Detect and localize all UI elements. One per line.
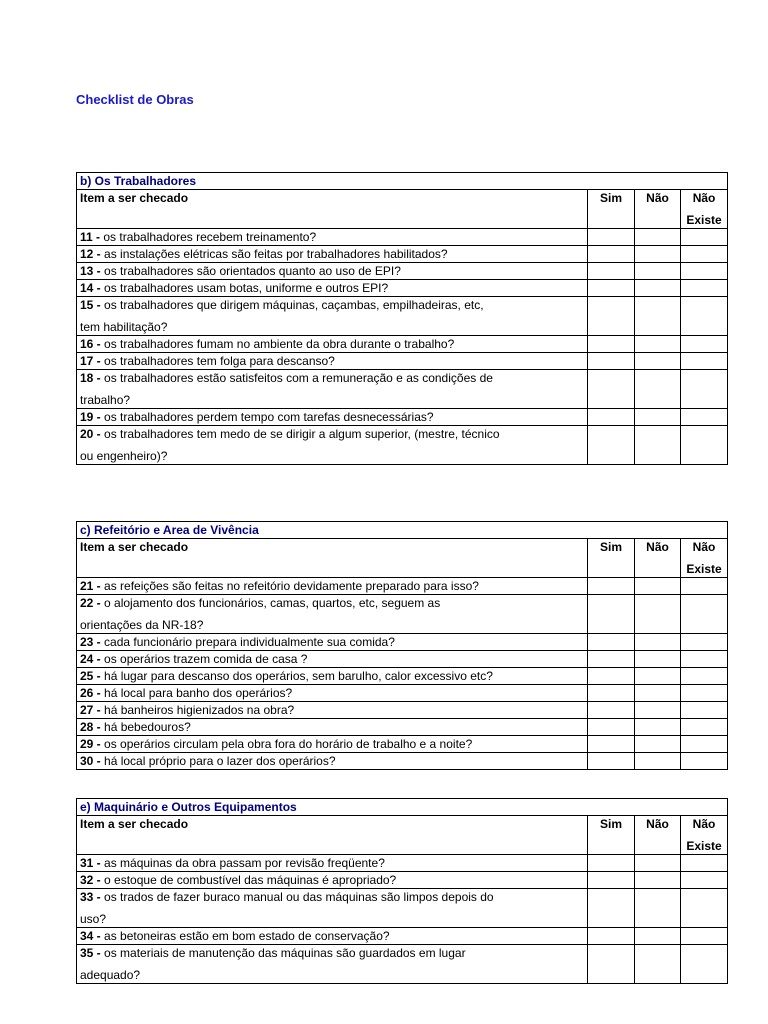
item-text [80,247,584,261]
checkbox-nao[interactable] [635,651,681,668]
item-question: os trabalhadores são orientados quanto ao uso de EPI? [104,264,401,278]
checkbox-nao[interactable] [635,595,681,634]
checkbox-nao[interactable] [635,336,681,353]
item-number: 27 - [80,703,101,717]
checkbox-sim[interactable] [588,409,635,426]
checkbox-sim[interactable] [588,595,635,634]
checkbox-nao[interactable] [635,634,681,651]
item-number: 22 - [80,596,101,610]
checkbox-nao-existe[interactable] [681,370,728,409]
checkbox-sim[interactable] [588,634,635,651]
item-question-continued: uso? [80,912,107,926]
checkbox-sim[interactable] [588,370,635,409]
item-question: as instalações elétricas são feitas por trabalhadores habilitados? [104,247,448,261]
checkbox-nao-existe[interactable] [681,426,728,465]
item-text [80,856,584,870]
item-cell [77,280,588,297]
item-cell [77,736,588,753]
checklist-table [76,798,728,984]
item-text [80,652,584,666]
item-number: 26 - [80,686,101,700]
item-number: 20 - [80,427,101,441]
checkbox-sim[interactable] [588,753,635,770]
header-item: Item a ser checado [77,816,588,855]
table-row [77,668,728,685]
table-row [77,409,728,426]
header-nao: Não [635,539,681,578]
checkbox-nao-existe[interactable] [681,889,728,928]
checkbox-nao[interactable] [635,719,681,736]
item-cell [77,297,588,336]
header-sim: Sim [588,816,635,855]
table-row [77,370,728,409]
header-item: Item a ser checado [77,539,588,578]
checkbox-nao-existe[interactable] [681,353,728,370]
checkbox-sim[interactable] [588,668,635,685]
document-title: Checklist de Obras [76,92,194,107]
item-cell [77,595,588,634]
checkbox-sim[interactable] [588,719,635,736]
item-text [80,596,584,610]
header-nao-existe-line2: Existe [686,562,722,576]
checkbox-sim[interactable] [588,578,635,595]
table-row [77,753,728,770]
checkbox-nao-existe[interactable] [681,595,728,634]
item-question: as máquinas da obra passam por revisão freqüente? [104,856,385,870]
table-header-row [77,190,728,229]
item-number: 18 - [80,371,101,385]
item-cell [77,872,588,889]
checkbox-nao-existe[interactable] [681,668,728,685]
item-number: 11 - [80,230,101,244]
item-cell [77,753,588,770]
item-cell [77,370,588,409]
item-question: o alojamento dos funcionários, camas, quartos, etc, seguem as [104,596,441,610]
checkbox-sim[interactable] [588,246,635,263]
table-row [77,280,728,297]
item-question: as refeições são feitas no refeitório devidamente preparado para isso? [104,579,479,593]
checkbox-nao[interactable] [635,246,681,263]
header-nao-existe-line1: Não [692,191,716,205]
header-nao-existe [681,816,728,855]
item-question: cada funcionário prepara individualmente sua comida? [104,635,395,649]
table-row [77,945,728,984]
checkbox-nao-existe[interactable] [681,409,728,426]
checkbox-nao[interactable] [635,753,681,770]
item-cell [77,855,588,872]
table-row [77,634,728,651]
item-number: 14 - [80,281,101,295]
item-number: 28 - [80,720,101,734]
section-title: b) Os Trabalhadores [77,173,728,190]
item-text [80,427,584,441]
header-nao: Não [635,816,681,855]
header-nao-existe-line2: Existe [686,839,722,853]
checkbox-nao[interactable] [635,945,681,984]
table-row [77,719,728,736]
item-question: os trabalhadores usam botas, uniforme e outros EPI? [104,281,389,295]
checkbox-sim[interactable] [588,426,635,465]
item-number: 32 - [80,873,101,887]
header-sim: Sim [588,539,635,578]
table-row [77,651,728,668]
item-cell [77,336,588,353]
checkbox-nao-existe[interactable] [681,719,728,736]
header-item: Item a ser checado [77,190,588,229]
checkbox-nao-existe[interactable] [681,945,728,984]
checkbox-nao-existe[interactable] [681,246,728,263]
item-number: 17 - [80,354,101,368]
table-row [77,297,728,336]
item-cell [77,229,588,246]
header-nao-existe [681,190,728,229]
checkbox-nao-existe[interactable] [681,855,728,872]
item-cell [77,246,588,263]
checkbox-sim[interactable] [588,229,635,246]
item-cell [77,426,588,465]
item-question-continued: tem habilitação? [80,320,168,334]
item-text [80,737,584,751]
checkbox-nao[interactable] [635,702,681,719]
table-header-row [77,539,728,578]
item-question: o estoque de combustível das máquinas é apropriado? [104,873,397,887]
item-cell [77,263,588,280]
item-cell [77,578,588,595]
checkbox-nao[interactable] [635,426,681,465]
checkbox-sim[interactable] [588,702,635,719]
table-row [77,263,728,280]
table-row [77,426,728,465]
checkbox-nao[interactable] [635,928,681,945]
checkbox-sim[interactable] [588,353,635,370]
table-row [77,928,728,945]
item-cell [77,651,588,668]
item-question: há bebedouros? [104,720,191,734]
checkbox-nao-existe[interactable] [681,229,728,246]
item-text [80,337,584,351]
table-header-row [77,816,728,855]
item-cell [77,353,588,370]
table-row [77,889,728,928]
item-number: 31 - [80,856,101,870]
checkbox-nao-existe[interactable] [681,685,728,702]
item-number: 16 - [80,337,101,351]
checkbox-sim[interactable] [588,280,635,297]
item-cell [77,889,588,928]
item-text [80,720,584,734]
item-question: os trabalhadores estão satisfeitos com a remuneração e as condições de [104,371,493,385]
checkbox-nao[interactable] [635,889,681,928]
item-question: os trabalhadores tem medo de se dirigir a algum superior, (mestre, técnico [104,427,500,441]
checkbox-nao[interactable] [635,409,681,426]
checkbox-sim[interactable] [588,945,635,984]
checkbox-nao[interactable] [635,370,681,409]
item-text [80,686,584,700]
checkbox-nao-existe[interactable] [681,928,728,945]
item-number: 13 - [80,264,101,278]
item-cell [77,702,588,719]
item-text [80,298,584,312]
checkbox-nao[interactable] [635,872,681,889]
item-text [80,669,584,683]
checkbox-nao[interactable] [635,297,681,336]
checkbox-sim[interactable] [588,263,635,280]
header-nao-existe-line1: Não [692,540,716,554]
checkbox-sim[interactable] [588,736,635,753]
table-row [77,246,728,263]
checkbox-sim[interactable] [588,855,635,872]
checkbox-nao[interactable] [635,668,681,685]
checkbox-nao-existe[interactable] [681,578,728,595]
checkbox-nao[interactable] [635,353,681,370]
item-number: 25 - [80,669,101,683]
item-text [80,929,584,943]
item-cell [77,409,588,426]
table-row [77,595,728,634]
item-question: os trabalhadores que dirigem máquinas, caçambas, empilhadeiras, etc, [104,298,484,312]
item-text [80,410,584,424]
checkbox-sim[interactable] [588,651,635,668]
item-number: 33 - [80,890,101,904]
checkbox-nao[interactable] [635,229,681,246]
item-question: as betoneiras estão em bom estado de conservação? [104,929,390,943]
item-question: há lugar para descanso dos operários, sem barulho, calor excessivo etc? [104,669,493,683]
checklist-table [76,172,728,465]
item-question-continued: ou engenheiro)? [80,449,168,463]
item-number: 23 - [80,635,101,649]
item-text [80,873,584,887]
checkbox-nao[interactable] [635,280,681,297]
section-title: c) Refeitório e Area de Vivência [77,522,728,539]
item-number: 30 - [80,754,101,768]
checkbox-nao[interactable] [635,855,681,872]
checkbox-nao[interactable] [635,736,681,753]
item-question-continued: adequado? [80,968,141,982]
item-cell [77,634,588,651]
table-row [77,229,728,246]
item-cell [77,719,588,736]
item-text [80,371,584,385]
checkbox-nao-existe[interactable] [681,634,728,651]
header-sim: Sim [588,190,635,229]
item-text [80,754,584,768]
item-number: 21 - [80,579,101,593]
item-question: os trabalhadores recebem treinamento? [103,230,317,244]
header-nao-existe-line2: Existe [686,213,722,227]
checkbox-nao[interactable] [635,685,681,702]
checkbox-sim[interactable] [588,872,635,889]
checkbox-nao-existe[interactable] [681,753,728,770]
section-title: e) Maquinário e Outros Equipamentos [77,799,728,816]
item-cell [77,685,588,702]
table-row [77,702,728,719]
item-number: 35 - [80,946,101,960]
checkbox-sim[interactable] [588,685,635,702]
item-text [80,264,584,278]
checkbox-nao[interactable] [635,263,681,280]
item-text [80,230,584,244]
checkbox-nao-existe[interactable] [681,297,728,336]
item-question: os trados de fazer buraco manual ou das máquinas são limpos depois do [104,890,494,904]
checkbox-nao-existe[interactable] [681,702,728,719]
item-question: os operários trazem comida de casa ? [104,652,308,666]
checkbox-nao-existe[interactable] [681,651,728,668]
item-text [80,946,584,960]
checkbox-nao-existe[interactable] [681,280,728,297]
table-row [77,855,728,872]
item-number: 29 - [80,737,101,751]
checkbox-nao-existe[interactable] [681,336,728,353]
checkbox-sim[interactable] [588,889,635,928]
checkbox-sim[interactable] [588,297,635,336]
item-text [80,890,584,904]
item-text [80,703,584,717]
header-nao-existe-line1: Não [692,817,716,831]
item-text [80,354,584,368]
item-text [80,281,584,295]
table-row [77,336,728,353]
header-nao-existe [681,539,728,578]
item-question: há local próprio para o lazer dos operários? [104,754,336,768]
item-question: há banheiros higienizados na obra? [104,703,295,717]
table-row [77,872,728,889]
item-question-continued: orientações da NR-18? [80,618,204,632]
item-question: há local para banho dos operários? [104,686,293,700]
checkbox-nao-existe[interactable] [681,263,728,280]
item-number: 34 - [80,929,101,943]
item-cell [77,928,588,945]
item-text [80,579,584,593]
item-question: os trabalhadores tem folga para descanso? [104,354,335,368]
item-number: 24 - [80,652,101,666]
header-nao: Não [635,190,681,229]
item-cell [77,668,588,685]
item-question-continued: trabalho? [80,393,131,407]
table-row [77,578,728,595]
item-question: os trabalhadores fumam no ambiente da obra durante o trabalho? [104,337,455,351]
checkbox-nao-existe[interactable] [681,872,728,889]
item-question: os operários circulam pela obra fora do horário de trabalho e a noite? [104,737,473,751]
table-row [77,685,728,702]
checkbox-sim[interactable] [588,928,635,945]
checkbox-nao-existe[interactable] [681,736,728,753]
item-number: 15 - [80,298,101,312]
item-number: 12 - [80,247,101,261]
table-row [77,353,728,370]
table-row [77,736,728,753]
checkbox-sim[interactable] [588,336,635,353]
item-question: os trabalhadores perdem tempo com tarefas desnecessárias? [104,410,434,424]
item-text [80,635,584,649]
checkbox-nao[interactable] [635,578,681,595]
item-question: os materiais de manutenção das máquinas são guardados em lugar [104,946,466,960]
item-cell [77,945,588,984]
item-number: 19 - [80,410,101,424]
checklist-table [76,521,728,770]
